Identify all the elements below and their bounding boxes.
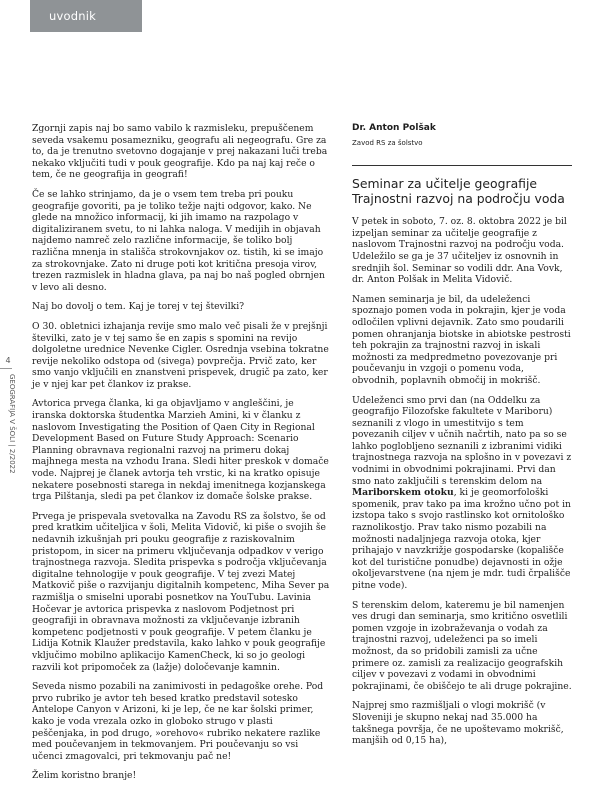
spine-divider	[0, 368, 12, 369]
editorial-paragraph: Prvega je prispevala svetovalka na Zavodu RS za šolstvo, še od pred kratkim učiteljica v šoli, Melita Vidovič, ki piše o svojih še nedavnih izkušnjah pri pouku geografije z raziskovalnim pristopom, in sicer na primeru vključevanja odpadkov v verigo trajnostnega razvoja. Sledita prispevka s področja vključevanja digitalne tehnologije v pouk geografije. V tej zvezi Matej Matkovič piše o razvijanju digitalnih kompetenc, Miha Sever pa razmišlja o smiselni uporabi posnetkov na YouTubu. Lavinia Hočevar je avtorica prispevka z naslovom Podjetnost pri geografiji in obravnava možnosti za vključevanje izbranih kompetenc podjetnosti v pouk geografije. V petem članku je Lidija Kotnik Klaužer predstavila, kako lahko v pouk geografije vključimo mobilno aplikacijo KamenCheck, ki so jo geologi razvili kot pripomoček za (lažje) določevanje kamnin.	[32, 510, 330, 673]
editorial-paragraph: O 30. obletnici izhajanja revije smo malo več pisali že v prejšnji številki, zato je v tej samo še en zapis s spomini na revijo dolgoletne urednice Nevenke Cigler. Osrednja vsebina tokratne revije nekoliko odstopa od (sivega) povprečja. Prvič zato, ker smo vanjo vključili en znanstveni prispevek, drugič pa zato, ker je v njej kar pet člankov iz prakse.	[32, 320, 329, 390]
article-paragraph: Najprej smo razmišljali o vlogi mokrišč (v Sloveniji je skupno nekaj nad 35.000 ha takšnega površja, če ne upoštevamo mokrišč, manjših od 0,15 ha),	[352, 700, 564, 747]
author-affiliation: Zavod RS za šolstvo	[352, 138, 423, 147]
section-divider	[352, 165, 572, 166]
article-title: Seminar za učitelje geografije Trajnostni razvoj na področju voda	[352, 176, 565, 206]
editorial-paragraph: Zgornji zapis naj bo samo vabilo k razmisleku, prepuščenem seveda vsakemu posamezniku, geografu ali negeografu. Gre za to, da je trenutno svetovno dogajanje v prej nakazani luči treba nekako vključiti tudi v pouk geografije. Kdo pa naj kaj reče o tem, če ne geografija in geografi!	[32, 123, 328, 181]
paragraph-text: , ki je geomorfološki spomenik, prav tako pa ima krožno učno pot in izstopa tako s svojo rastlinsko kot ornitološko raznolikostjo. Prav tako nismo pozabili na možnosti nadaljnjega razvoja otoka, kjer prihajajo v navzkrižje gospodarske (kopališče kot del turistične ponudbe) dejavnosti in ožje okoljevarstvene (na njem je mdr. tudi črpališče pitne vode).	[352, 487, 571, 591]
editorial-paragraph: Če se lahko strinjamo, da je o vsem tem treba pri pouku geografije govoriti, pa je toliko težje najti odgovor, kako. Ne glede na množico informacij, ki jih imamo na razpolago v digitaliziranem svetu, to ni lahka naloga. V medijih in objavah najdemo namreč zelo različne informacije, še toliko bolj različna mnenja in stališča strokovnjakov oz. tistih, ki se imajo za strokovnjake. Zato ni druge poti kot kritična presoja virov, trezen razmislek in hladna glava, pa naj bo naš pogled obrnjen v levo ali desno.	[32, 188, 325, 293]
journal-info: GEOGRAFIJA V ŠOLI | 2/2022	[8, 374, 16, 474]
article-paragraph: V petek in soboto, 7. oz. 8. oktobra 2022 je bil izpeljan seminar za učitelje geografije z naslovom Trajnostni razvoj na področju voda. Udeležilo se ga je 37 učiteljev iz osnovnih in srednjih šol. Seminar so vodili ddr. Ana Vovk, dr. Anton Polšak in Melita Vidovič.	[352, 216, 567, 286]
page-number: 4	[5, 356, 11, 365]
article-paragraph	[352, 395, 572, 592]
section-label: uvodnik	[49, 9, 96, 23]
article-column	[352, 123, 572, 793]
editorial-paragraph: Želim koristno branje!	[32, 770, 137, 782]
highlighted-place-name: Mariborskem otoku	[352, 487, 454, 499]
author-name: Dr. Anton Polšak	[352, 123, 436, 133]
editorial-paragraph: Avtorica prvega članka, ki ga objavljamo v angleščini, je iranska doktorska študentka Marzieh Amini, ki v članku z naslovom Investigating the Position of Qaen City in Regional Development Based on Future Study Approach: Scenario Planning obravnava regionalni razvoj na primeru dokaj majhnega mesta na vzhodu Irana. Sledi hiter preskok v domače vode. Najprej je članek avtorja teh vrstic, ki na kratko opisuje nekatere posebnosti starega in nekdaj imenitnega kozjanskega trga Pilštanja, sledi pa pet člankov iz domače šolske prakse.	[32, 398, 329, 503]
article-paragraph: S terenskim delom, kateremu je bil namenjen ves drugi dan seminarja, smo kritično osvetlili pomen vzgoje in izobraževanja o vodah za trajnostni razvoj, udeleženci pa so imeli možnost, da so pridobili zamisli za učne primere oz. zamisli za realizacijo geografskih ciljev v povezavi z vodami in obvodnimi pokrajinami, če obiščejo te ali druge pokrajine.	[352, 599, 572, 692]
editorial-column	[32, 123, 330, 793]
editorial-paragraph: Naj bo dovolj o tem. Kaj je torej v tej številki?	[32, 301, 245, 313]
article-paragraph: Namen seminarja je bil, da udeleženci spoznajo pomen voda in pokrajin, kjer je voda odločilen vplivni dejavnik. Zato smo poudarili pomen ohranjanja biotske in abiotske pestrosti teh pokrajin za trajnostni razvoj in iskali možnosti za medpredmetno povezovanje pri poučevanju in vzgoji o pomenu voda, obvodnih, poplavnih območij in mokrišč.	[352, 293, 571, 386]
paragraph-text: Udeleženci smo prvi dan (na Oddelku za geografijo Filozofske fakultete v Mariboru) seznanili z vlogo in umestitvijo s tem povezanih ciljev v učnih načrtih, nato pa so se lahko poglobljeno seznanili z izbranimi vidiki trajnostnega razvoja na splošno in v povezavi z vodnimi in obvodnimi pokrajinami. Prvi dan smo nato zaključili s terenskim delom na	[352, 394, 572, 487]
editorial-paragraph: Seveda nismo pozabili na zanimivosti in pedagoške orehe. Pod prvo rubriko je avtor teh besed kratko predstavil sotesko Antelope Canyon v Arizoni, ki je lep, če ne kar šolski primer, kako je voda vrezala ozko in globoko strugo v plasti peščenjaka, in pod drugo, »orehovo« rubriko nekatere razlike med poučevanjem in tekmovanjem. Pri poučevanju so vsi učenci zmagovalci, pri tekmovanju pač ne!	[32, 681, 324, 762]
